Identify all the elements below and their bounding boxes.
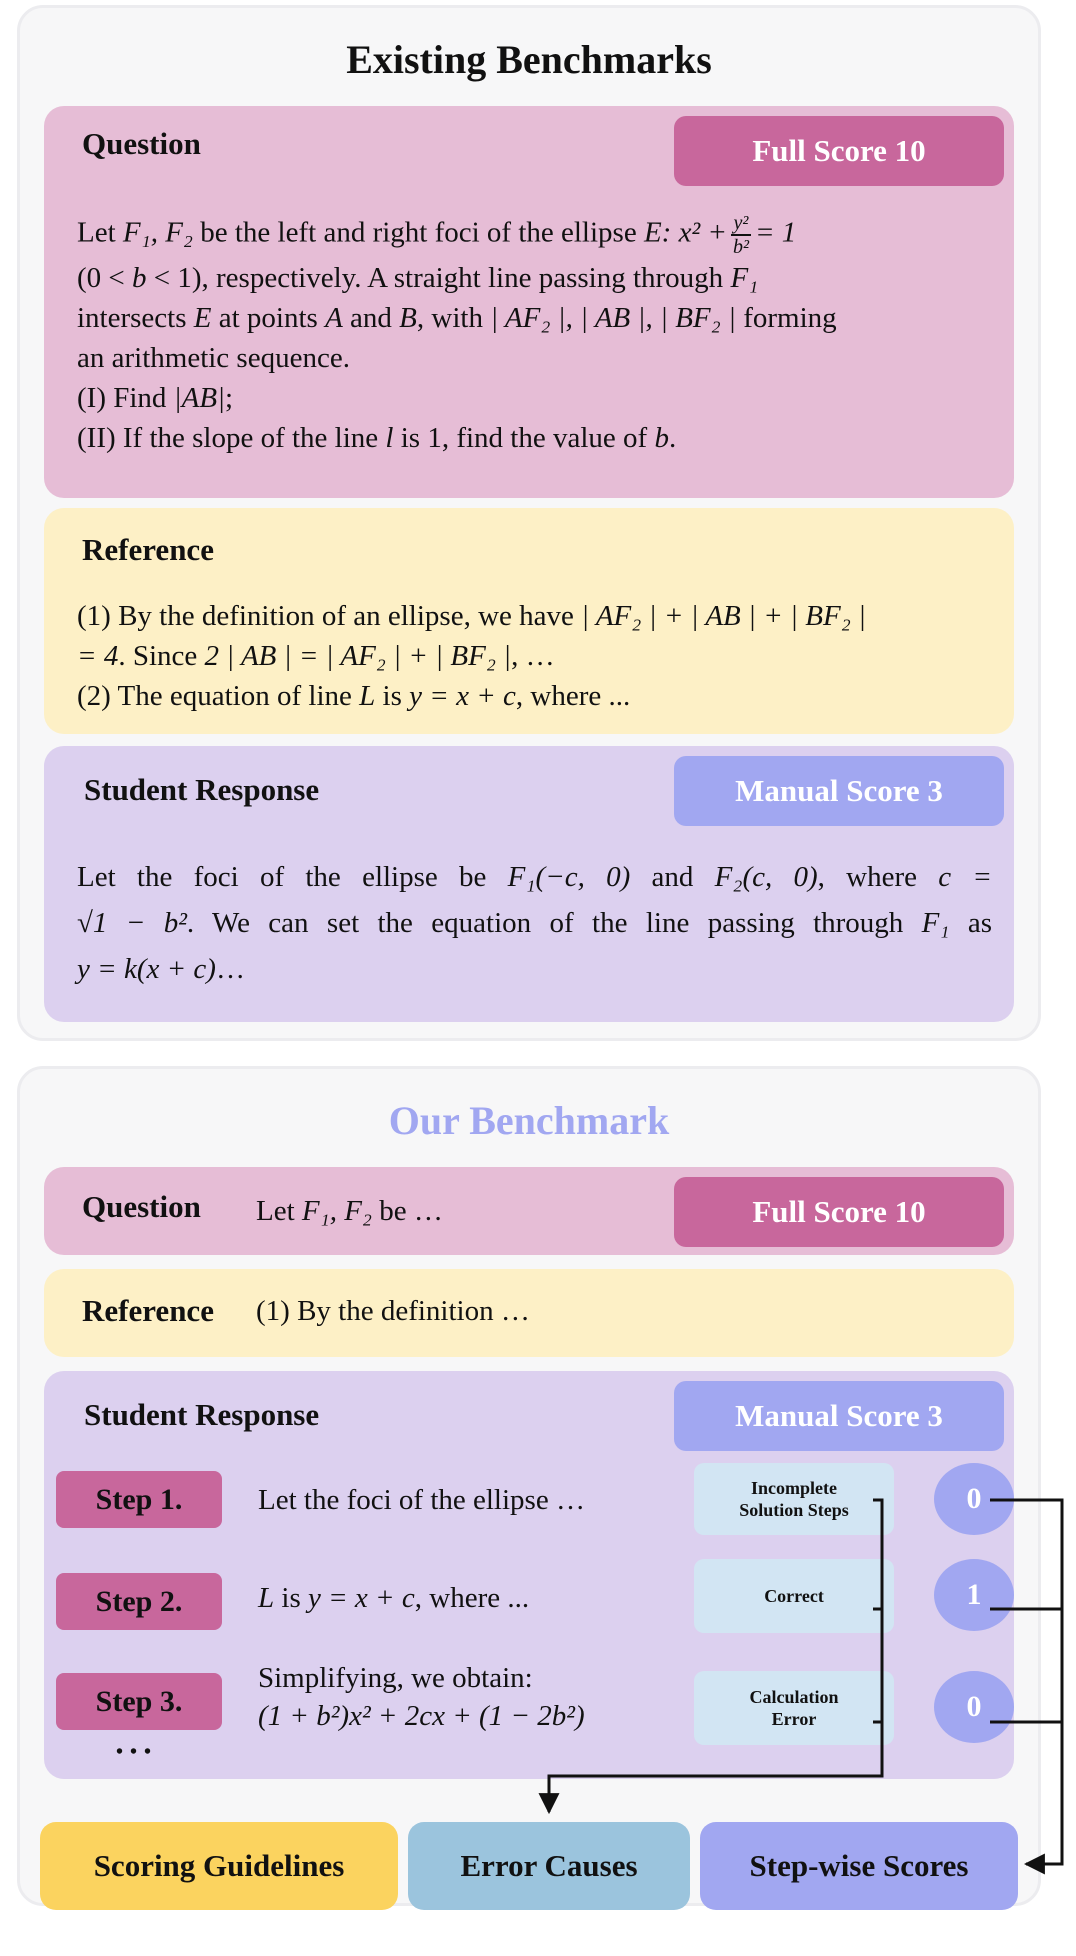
step-3-error-cause: Calculation Error xyxy=(694,1671,894,1745)
reference-label: Reference xyxy=(82,1293,214,1328)
step-wise-scores-box: Step-wise Scores xyxy=(700,1822,1018,1910)
question-line-1: Let F₁, F₂ be the left and right foci of the ellipse E: x² + $\frac{\text{y²}}{\text{b²}}$ = 1 xyxy=(77,212,797,258)
our-benchmark-panel xyxy=(17,1066,1041,1906)
full-score-badge: Full Score 10 xyxy=(674,116,1004,186)
step-1-label: Step 1. xyxy=(56,1471,222,1528)
step-3-score: 0 xyxy=(934,1671,1014,1743)
existing-student-box xyxy=(44,746,1014,1022)
manual-score-badge: Manual Score 3 xyxy=(674,1381,1004,1451)
question-text xyxy=(77,212,992,458)
scoring-guidelines-box: Scoring Guidelines xyxy=(40,1822,398,1910)
question-line-6: (II) If the slope of the line l is 1, find the value of b. xyxy=(77,422,677,454)
step-1-error-cause: Incomplete Solution Steps xyxy=(694,1463,894,1535)
reference-label: Reference xyxy=(82,532,214,567)
existing-reference-box xyxy=(44,508,1014,734)
reference-line-3: (2) The equation of line L is y = x + c, where ... xyxy=(77,680,631,712)
existing-benchmarks-panel xyxy=(17,5,1041,1041)
question-line-2: (0 < b < 1), respectively. A straight line passing through F₁ xyxy=(77,262,759,294)
question-line-5: (I) Find |AB|; xyxy=(77,382,234,414)
question-line-3: intersects E at points A and B, with | AF₂ |, | AB |, | BF₂ | forming xyxy=(77,302,837,334)
our-benchmark-title: Our Benchmark xyxy=(388,1098,670,1143)
student-response-text xyxy=(77,854,992,992)
reference-text xyxy=(77,596,992,716)
reference-line-2: = 4. Since 2 | AB | = | AF₂ | + | BF₂ |, … xyxy=(77,640,555,672)
fraction: $\frac{\text{y²}}{\text{b²}}$ xyxy=(732,212,749,258)
reference-text: (1) By the definition … xyxy=(256,1295,530,1327)
step-1-text: Let the foci of the ellipse … xyxy=(258,1484,585,1516)
more-steps-ellipsis: • • • xyxy=(116,1741,153,1763)
step-3-text: Simplifying, we obtain: (1 + b²)x² + 2cx + (1 − 2b²) xyxy=(258,1662,585,1732)
step-2-text: L is y = x + c, where ... xyxy=(258,1582,530,1614)
question-line-4: an arithmetic sequence. xyxy=(77,342,350,374)
student-line-3: y = k(x + c)… xyxy=(77,953,245,985)
question-label: Question xyxy=(82,1189,201,1224)
reference-line-1: (1) By the definition of an ellipse, we have | AF₂ | + | AB | + | BF₂ | xyxy=(77,600,867,632)
step-2-error-cause: Correct xyxy=(694,1559,894,1633)
student-response-label: Student Response xyxy=(84,1397,320,1432)
manual-score-badge: Manual Score 3 xyxy=(674,756,1004,826)
student-line-1: Let the foci of the ellipse be F₁(−c, 0) and F₂(c, 0), where c = xyxy=(77,861,992,893)
student-line-2: √1 − b². We can set the equation of the line passing through F₁ as xyxy=(77,907,992,939)
question-label: Question xyxy=(82,126,201,161)
student-response-label: Student Response xyxy=(84,772,320,807)
step-3-label: Step 3. xyxy=(56,1673,222,1730)
full-score-badge: Full Score 10 xyxy=(674,1177,1004,1247)
our-question-box xyxy=(44,1167,1014,1255)
our-student-box xyxy=(44,1371,1014,1779)
question-text: Let F₁, F₂ be … xyxy=(256,1195,443,1227)
existing-benchmarks-title: Existing Benchmarks xyxy=(346,37,712,82)
step-2-label: Step 2. xyxy=(56,1573,222,1630)
error-causes-box: Error Causes xyxy=(408,1822,690,1910)
existing-question-box xyxy=(44,106,1014,498)
step-2-score: 1 xyxy=(934,1559,1014,1631)
our-reference-box xyxy=(44,1269,1014,1357)
step-1-score: 0 xyxy=(934,1463,1014,1535)
